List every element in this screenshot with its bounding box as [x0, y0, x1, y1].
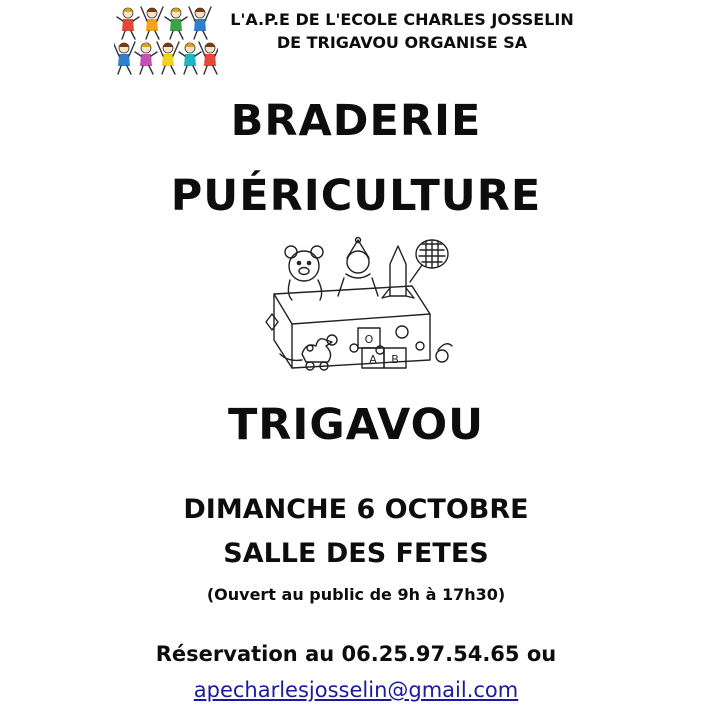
kid-figure	[199, 42, 218, 74]
event-date: DIMANCHE 6 OCTOBRE	[183, 494, 529, 525]
svg-text:O: O	[364, 333, 374, 346]
reservation-text: Réservation au 06.25.97.54.65 ou	[155, 642, 557, 666]
svg-text:B: B	[391, 353, 399, 366]
event-title-line-1: BRADERIE	[230, 96, 482, 146]
kid-figure	[157, 42, 179, 74]
opening-hours: (Ouvert au public de 9h à 17h30)	[206, 585, 506, 604]
organizer-header	[222, 8, 582, 54]
kid-figure	[179, 43, 201, 74]
kid-figure	[117, 8, 139, 39]
kid-figure	[165, 8, 187, 39]
toy-box-illustration-icon	[262, 236, 454, 376]
town-name: TRIGAVOU	[227, 400, 485, 450]
kid-figure	[135, 43, 157, 74]
organizer-line-2: DE TRIGAVOU ORGANISE SA	[276, 33, 528, 52]
kid-figure	[114, 42, 135, 74]
contact-email	[0, 675, 712, 705]
kid-figure	[189, 7, 211, 39]
event-title-line-2: PUÉRICULTURE	[170, 171, 542, 221]
svg-text:A: A	[369, 353, 377, 366]
kid-figure	[141, 7, 163, 39]
organizer-line-1: L'A.P.E DE L'ECOLE CHARLES JOSSELIN	[230, 10, 574, 29]
event-venue: SALLE DES FETES	[223, 538, 489, 569]
email-link[interactable]: apecharlesjosselin@gmail.com	[193, 678, 519, 702]
kids-illustration-icon	[114, 4, 218, 80]
